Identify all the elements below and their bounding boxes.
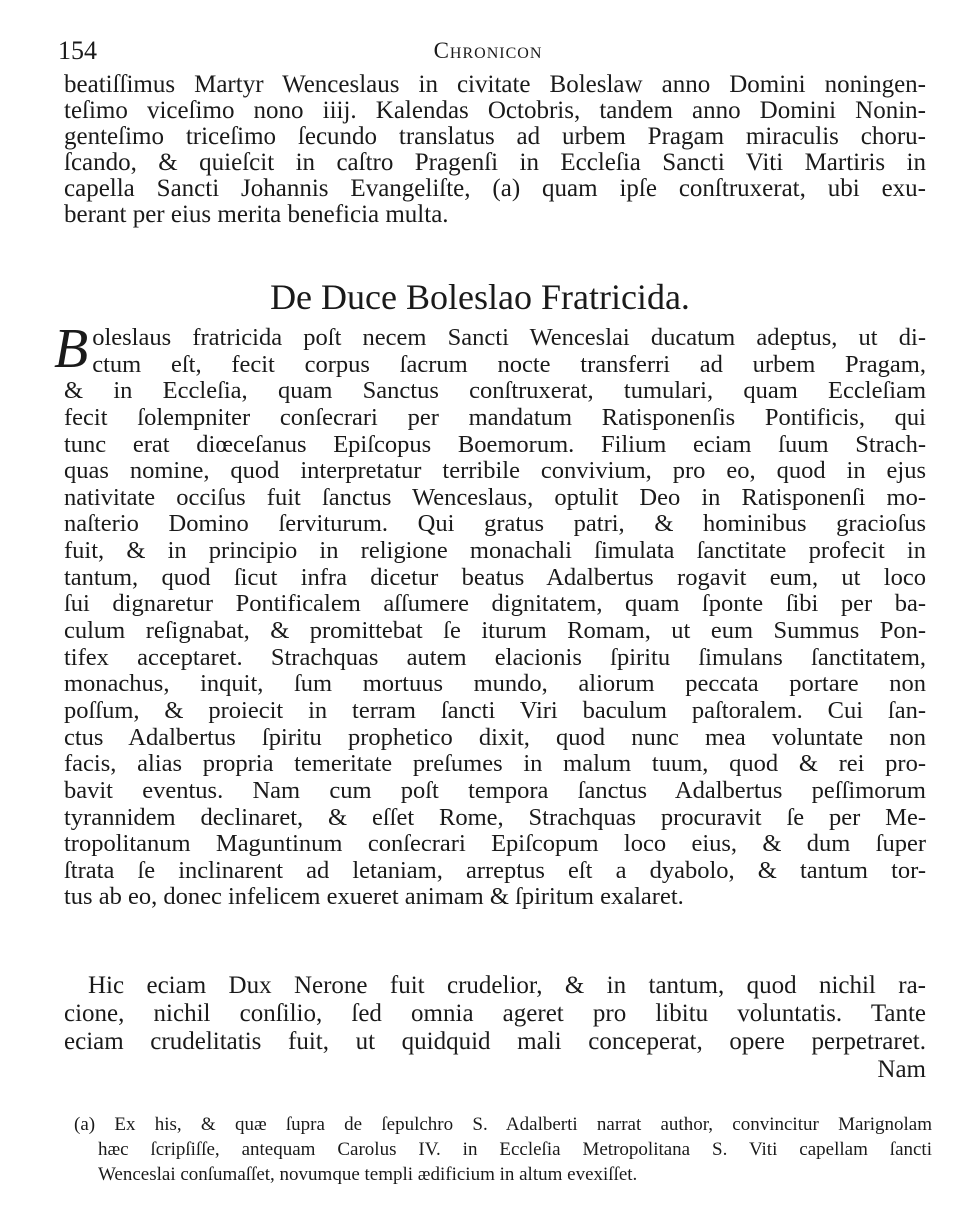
text-line: ctus Adalbertus ſpiritu prophetico dixit, quod nunc mea voluntate non xyxy=(64,723,926,751)
text-line: fecit ſolempniter conſecrari per mandatum Ratisponenſis Pontificis, qui xyxy=(64,403,926,431)
footnote-line: Wenceslai conſumaſſet, novumque templi ædificium in altum evexiſſet. xyxy=(98,1164,638,1185)
footnote xyxy=(74,1112,932,1187)
text-line: monachus, inquit, ſum mortuus mundo, aliorum peccata portare non xyxy=(64,670,926,698)
text-line: fuit, & in principio in religione monachali ſimulata ſanctitate profecit in xyxy=(64,537,926,565)
text-line: & in Eccleſia, quam Sanctus conſtruxerat, tumulari, quam Eccleſiam xyxy=(64,377,926,405)
page-header xyxy=(58,32,918,68)
text-line: ſui dignaretur Pontificalem aſſumere dignitatem, quam ſponte ſibi per ba- xyxy=(64,590,926,618)
text-line: Hic eciam Dux Nerone fuit crudelior, & in tantum, quod nichil ra- xyxy=(88,972,926,999)
text-line: beatiſſimus Martyr Wenceslaus in civitate Boleslaw anno Domini noningen- xyxy=(64,71,926,98)
text-line: quas nomine, quod interpretatur terribile convivium, pro eo, quod in ejus xyxy=(64,457,926,485)
text-line: berant per eius merita beneficia multa. xyxy=(64,201,449,228)
text-line: naſterio Domino ſerviturum. Qui gratus patri, & hominibus gracioſus xyxy=(64,510,926,538)
footnote-line: (a) Ex his, & quæ ſupra de ſepulchro S. Adalberti narrat author, convincitur Marignolam xyxy=(74,1114,932,1135)
text-line: ſtrata ſe inclinarent ad letaniam, arreptus eſt a dyabolo, & tantum tor- xyxy=(64,856,926,884)
text-line: capella Sancti Johannis Evangeliſte, (a) quam ipſe conſtruxerat, ubi exu- xyxy=(64,175,926,202)
paragraph-3 xyxy=(64,972,926,1084)
text-line: cione, nichil conſilio, ſed omnia ageret pro libitu voluntatis. Tante xyxy=(64,1000,926,1027)
text-line: bavit eventus. Nam cum poſt tempora ſanctus Adalbertus peſſimorum xyxy=(64,776,926,804)
footnote-line: hæc ſcripſiſſe, antequam Carolus IV. in Eccleſia Metropolitana S. Viti capellam ſancti xyxy=(98,1139,932,1160)
text-line: tifex acceptaret. Strachquas autem elacionis ſpiritu ſimulans ſanctitatem, xyxy=(64,643,926,671)
text-line: eciam crudelitatis fuit, ut quidquid mali conceperat, opere perpetraret. xyxy=(64,1028,926,1055)
text-line: genteſimo triceſimo ſecundo translatus ad urbem Pragam miraculis choru- xyxy=(64,123,926,150)
text-line: tus ab eo, donec infelicem exueret animam & ſpiritum exalaret. xyxy=(64,883,684,911)
text-line: teſimo viceſimo nono iiij. Kalendas Octobris, tandem anno Domini Nonin- xyxy=(64,97,926,124)
catchword: Nam xyxy=(877,1056,926,1083)
drop-cap: B xyxy=(54,318,89,380)
text-line: tunc erat diœceſanus Epiſcopus Boemorum. Filium eciam ſuum Strach- xyxy=(64,430,926,458)
text-line: poſſum, & proiecit in terram ſancti Viri baculum paſtoralem. Cui ſan- xyxy=(64,696,926,724)
running-title: Chronicon xyxy=(433,38,543,63)
text-line: ſcando, & quieſcit in caſtro Pragenſi in Eccleſia Sancti Viti Martiris in xyxy=(64,149,926,176)
text-line: nativitate occiſus fuit ſanctus Wenceslaus, optulit Deo in Ratisponenſi mo- xyxy=(64,483,926,511)
text-line: tyrannidem declinaret, & eſſet Rome, Strachquas procuravit ſe per Me- xyxy=(64,803,926,831)
text-line: culum reſignabat, & promittebat ſe iturum Romam, ut eum Summus Pon- xyxy=(64,617,926,645)
text-line: ctum eſt, fecit corpus ſacrum nocte transferri ad urbem Pragam, xyxy=(92,350,926,378)
text-line: facis, alias propria temeritate preſumes in malum tuum, quod & rei pro- xyxy=(64,750,926,778)
text-line: tantum, quod ſicut infra dicetur beatus Adalbertus rogavit eum, ut loco xyxy=(64,563,926,591)
paragraph-2 xyxy=(54,318,926,911)
text-line: tropolitanum Maguntinum conſecrari Epiſcopum loco eius, & dum ſuper xyxy=(64,830,926,858)
section-heading: De Duce Boleslao Fratricida. xyxy=(270,277,690,317)
text-line: oleslaus fratricida poſt necem Sancti Wenceslai ducatum adeptus, ut di- xyxy=(92,324,926,351)
paragraph-1 xyxy=(64,72,926,228)
page-number: 154 xyxy=(58,36,97,65)
